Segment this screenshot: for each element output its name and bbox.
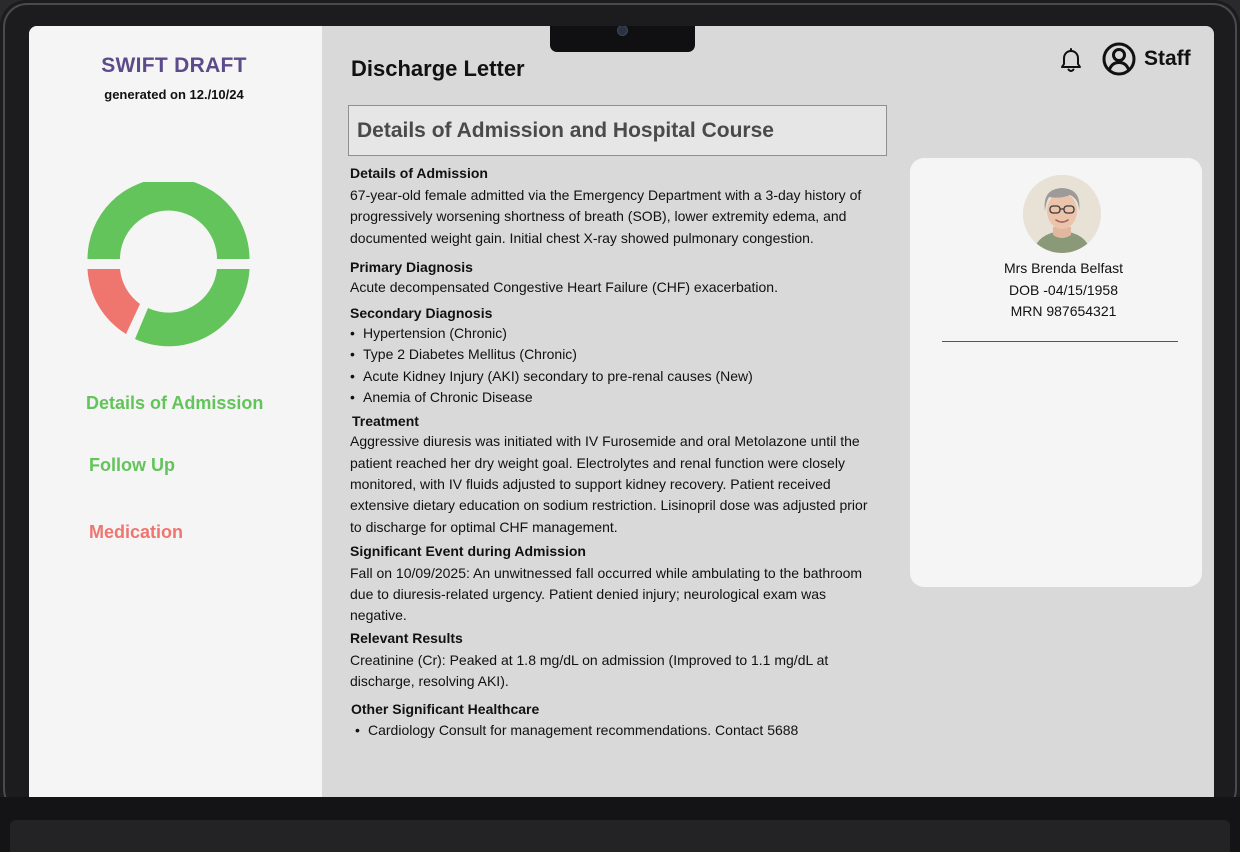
event-text: Fall on 10/09/2025: An unwitnessed fall occurred while ambulating to the bathroom due to diuresis-related urgency. Patient denied injury; neurological exam was negative.	[350, 564, 863, 624]
results-heading: Relevant Results	[350, 629, 463, 646]
patient-name: Mrs Brenda Belfast	[1003, 260, 1124, 276]
secondary-diagnosis-heading: Secondary Diagnosis	[350, 305, 493, 322]
list-item: • Acute Kidney Injury (AKI) secondary to pre-renal causes (New)	[363, 366, 875, 387]
letter-content	[350, 163, 875, 742]
primary-diagnosis-text: Acute decompensated Congestive Heart Failure (CHF) exacerbation.	[350, 278, 778, 295]
patient-avatar	[1023, 175, 1101, 253]
list-item: • Hypertension (Chronic)	[363, 323, 875, 344]
user-circle-icon[interactable]	[1102, 42, 1136, 76]
brand-title: SWIFT DRAFT	[101, 54, 247, 77]
event-heading: Significant Event during Admission	[350, 542, 586, 559]
section-title: Details of Admission and Hospital Course	[357, 119, 774, 142]
list-item: • Cardiology Consult for management recommendations. Contact 5688	[368, 720, 875, 741]
progress-ring	[86, 182, 251, 347]
other-healthcare-heading: Other Significant Healthcare	[351, 701, 540, 718]
ring-segment-admission	[88, 182, 250, 259]
generated-date: generated on 12./10/24	[104, 87, 244, 102]
list-item: • Anemia of Chronic Disease	[363, 387, 875, 408]
page-title: Discharge Letter	[351, 56, 525, 81]
camera-notch	[550, 26, 695, 52]
sidebar-item-details-of-admission[interactable]: Details of Admission	[86, 393, 264, 413]
laptop-hinge	[10, 820, 1230, 852]
treatment-text: Aggressive diuresis was initiated with IV Furosemide and oral Metolazone until the patient reached her dry weight goal. Electrolytes and renal function were closely monitored, with IV fluids adjusted to support kidney recovery. Patient received extensive dietary education on sodium restriction. Lisinopril dose was adjusted prior to discharge for optimal CHF management.	[350, 433, 868, 535]
patient-mrn: MRN 987654321	[1010, 303, 1117, 319]
patient-card	[910, 158, 1202, 587]
list-item: • Type 2 Diabetes Mellitus (Chronic)	[363, 344, 875, 365]
sidebar-item-medication[interactable]: Medication	[89, 522, 184, 542]
user-label[interactable]: Staff	[1144, 47, 1191, 70]
camera-icon	[617, 26, 628, 36]
ring-segment-followup	[135, 269, 250, 346]
primary-diagnosis-heading: Primary Diagnosis	[350, 258, 473, 275]
app-screen	[29, 26, 1214, 797]
admission-text: 67-year-old female admitted via the Emergency Department with a 3-day history of progressively worsening shortness of breath (SOB), lower extremity edema, and documented weight gain. Initial chest X-ray showed pulmonary congestion.	[350, 187, 862, 246]
bell-icon[interactable]	[1059, 48, 1083, 74]
other-healthcare-list	[350, 720, 875, 741]
patient-dob: DOB -04/15/1958	[1009, 282, 1118, 298]
treatment-heading: Treatment	[352, 413, 419, 430]
divider	[942, 341, 1178, 342]
admission-heading: Details of Admission	[350, 165, 488, 181]
sidebar	[29, 26, 322, 797]
sidebar-item-follow-up[interactable]: Follow Up	[89, 455, 175, 475]
section-header	[348, 105, 887, 156]
secondary-diagnosis-list	[350, 323, 875, 408]
results-text: Creatinine (Cr): Peaked at 1.8 mg/dL on admission (Improved to 1.1 mg/dL at discharge, resolving AKI).	[350, 651, 829, 690]
ring-segment-medication	[88, 269, 141, 334]
